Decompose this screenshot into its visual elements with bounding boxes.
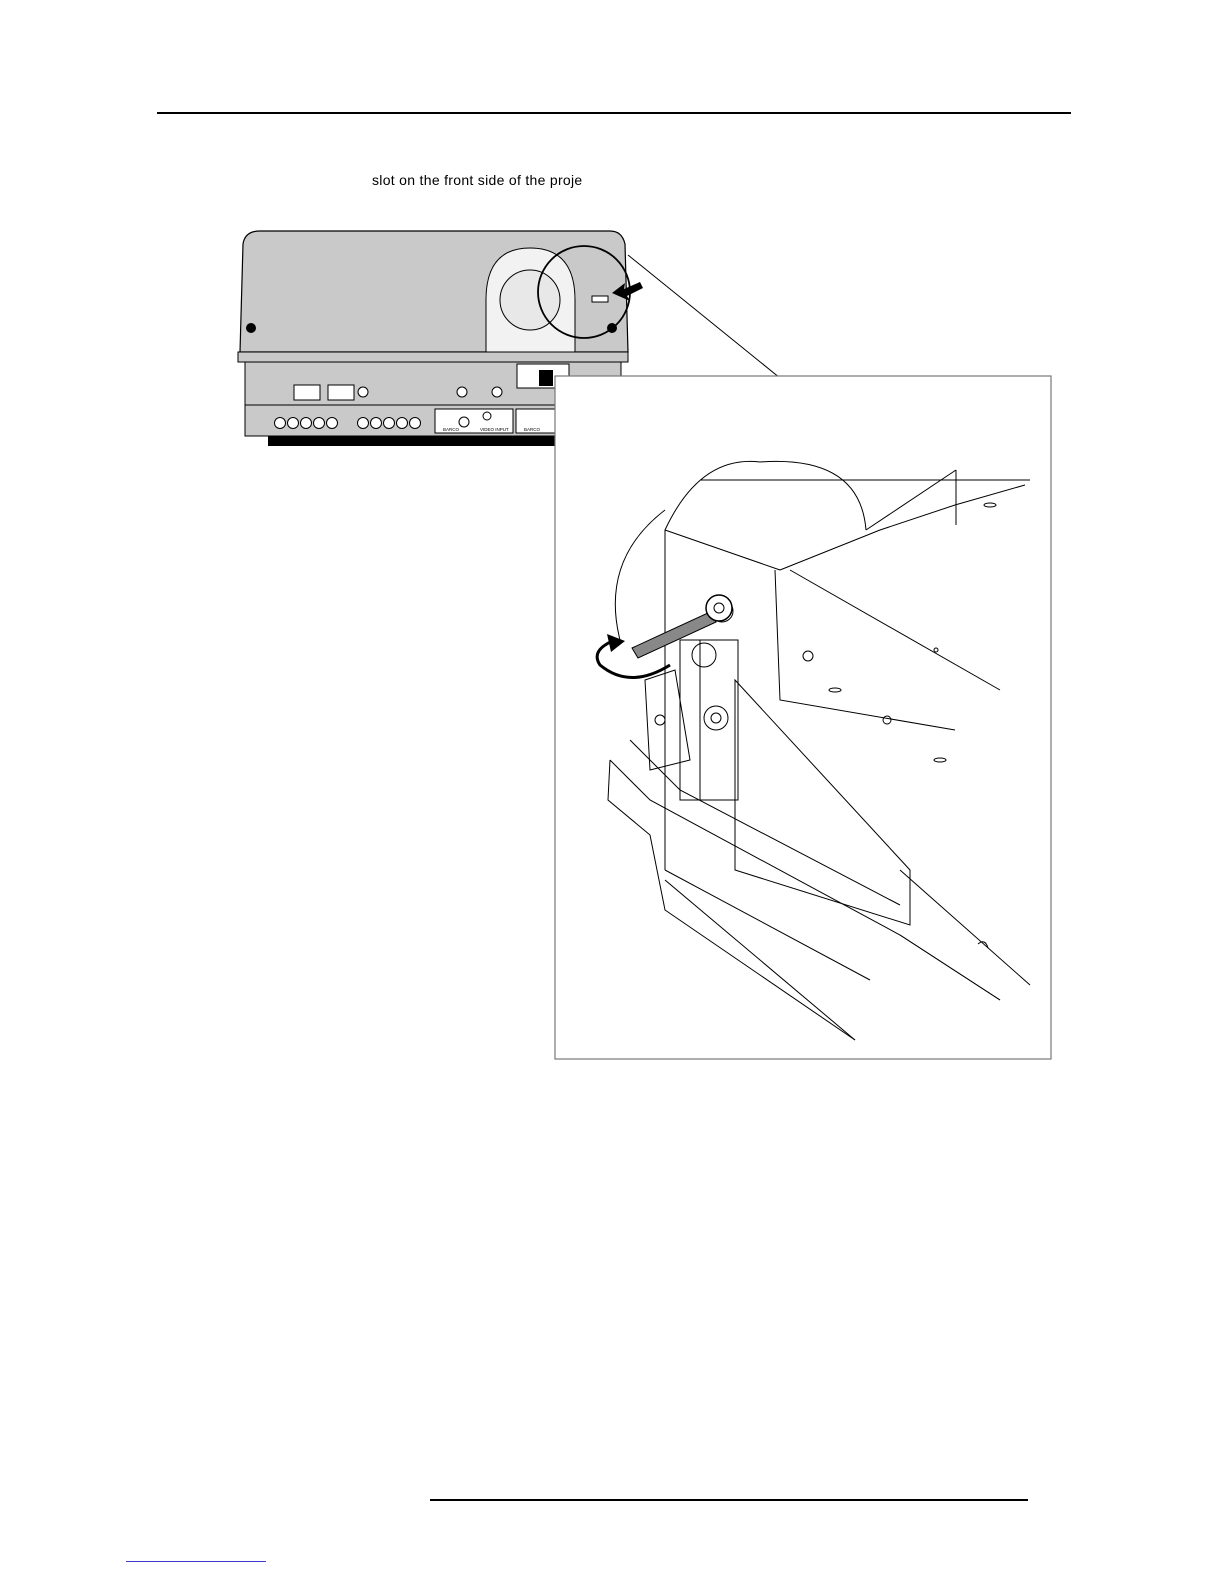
detail-frame [555, 376, 1051, 1059]
ledge [238, 352, 628, 362]
video-module-label: VIDEO INPUT [480, 427, 509, 432]
power-switch [539, 370, 553, 386]
video-module-brand: BARCO [443, 427, 460, 432]
detail-view [555, 376, 1051, 1059]
projector-base [268, 436, 596, 446]
bnc-group-2 [358, 418, 421, 429]
lens [486, 248, 575, 352]
jack-1 [358, 387, 368, 397]
footer-link-underline[interactable] [126, 1561, 266, 1562]
rs232-module-brand: BARCO [524, 427, 541, 432]
foot-screw-left [246, 323, 256, 333]
jack-2 [457, 387, 467, 397]
slot [592, 296, 608, 302]
bnc-group-1 [275, 418, 338, 429]
port-connector-2 [328, 385, 354, 400]
footer-rule [430, 1499, 1028, 1501]
body-text: slot on the front side of the proje [372, 172, 583, 188]
port-connector-1 [294, 385, 320, 400]
jack-3 [492, 387, 502, 397]
